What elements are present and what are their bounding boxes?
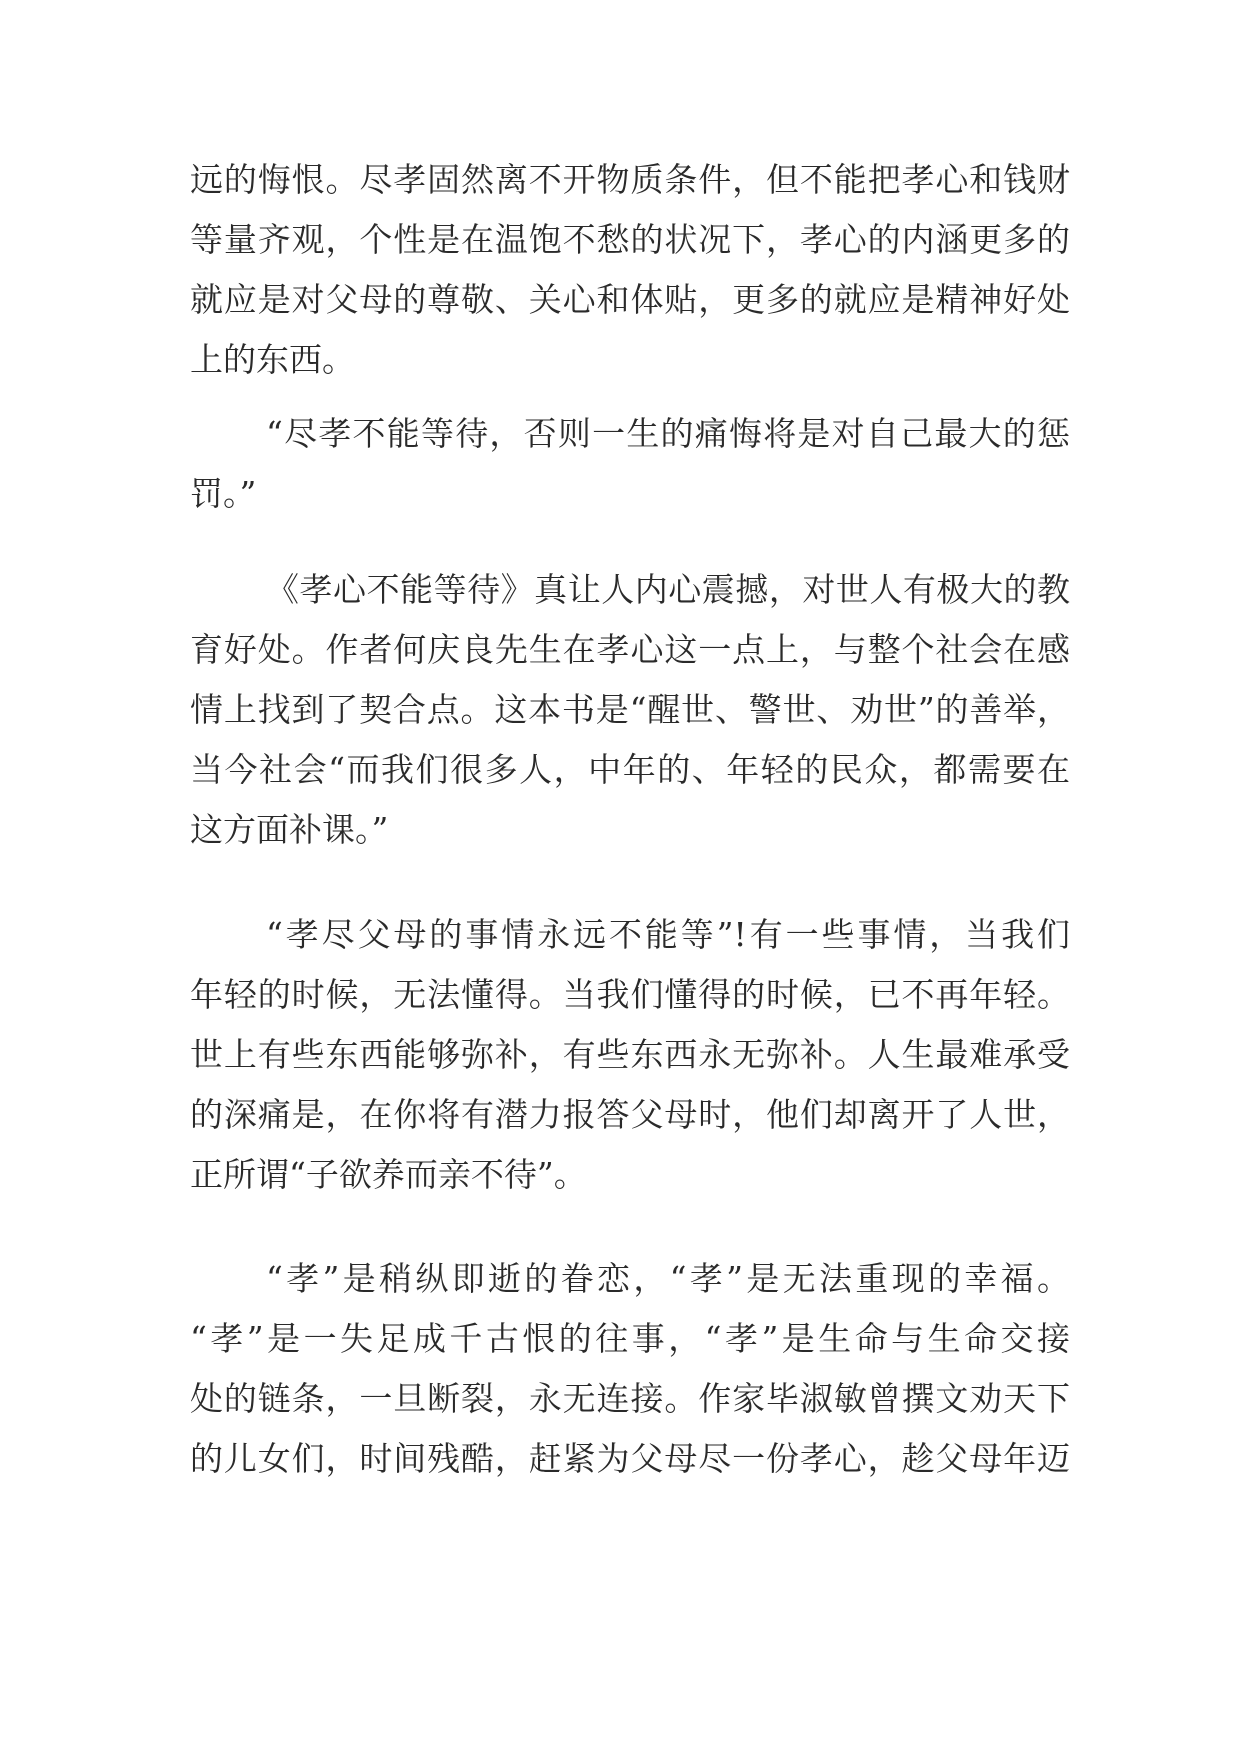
text-line: 罚。” <box>190 474 257 513</box>
text-line: 的儿女们，时间残酷，赶紧为父母尽一份孝心，趁父母年迈 <box>190 1439 1070 1478</box>
paragraph-5 <box>190 1249 1070 1489</box>
text-line: 上的东西。 <box>190 340 355 379</box>
text-line: 等量齐观，个性是在温饱不愁的状况下，孝心的内涵更多的 <box>190 220 1070 259</box>
text-line: 的深痛是，在你将有潜力报答父母时，他们却离开了人世， <box>190 1095 1070 1134</box>
paragraph-3 <box>190 560 1070 860</box>
text-line: 处的链条，一旦断裂，永无连接。作家毕淑敏曾撰文劝天下 <box>190 1379 1070 1418</box>
text-line: “孝”是稍纵即逝的眷恋，“孝”是无法重现的幸福。 <box>266 1259 1070 1298</box>
text-line: 育好处。作者何庆良先生在孝心这一点上，与整个社会在感 <box>190 630 1070 669</box>
text-line: 当今社会“而我们很多人，中年的、年轻的民众，都需要在 <box>190 750 1070 789</box>
paragraph-2 <box>190 404 1070 524</box>
text-line: 远的悔恨。尽孝固然离不开物质条件，但不能把孝心和钱财 <box>190 160 1070 199</box>
text-line: “孝”是一失足成千古恨的往事，“孝”是生命与生命交接 <box>190 1319 1070 1358</box>
paragraph-1 <box>190 150 1070 390</box>
text-line: 年轻的时候，无法懂得。当我们懂得的时候，已不再年轻。 <box>190 975 1070 1014</box>
text-line: 《孝心不能等待》真让人内心震撼，对世人有极大的教 <box>266 570 1070 609</box>
text-line: 这方面补课。” <box>190 810 389 849</box>
text-line: “孝尽父母的事情永远不能等”!有一些事情，当我们 <box>266 915 1070 954</box>
paragraph-4 <box>190 905 1070 1205</box>
text-line: “尽孝不能等待，否则一生的痛悔将是对自己最大的惩 <box>266 414 1070 453</box>
text-line: 世上有些东西能够弥补，有些东西永无弥补。人生最难承受 <box>190 1035 1070 1074</box>
text-line: 正所谓“子欲养而亲不待”。 <box>190 1155 587 1194</box>
text-line: 就应是对父母的尊敬、关心和体贴，更多的就应是精神好处 <box>190 280 1070 319</box>
text-line: 情上找到了契合点。这本书是“醒世、警世、劝世”的善举， <box>190 690 1070 729</box>
